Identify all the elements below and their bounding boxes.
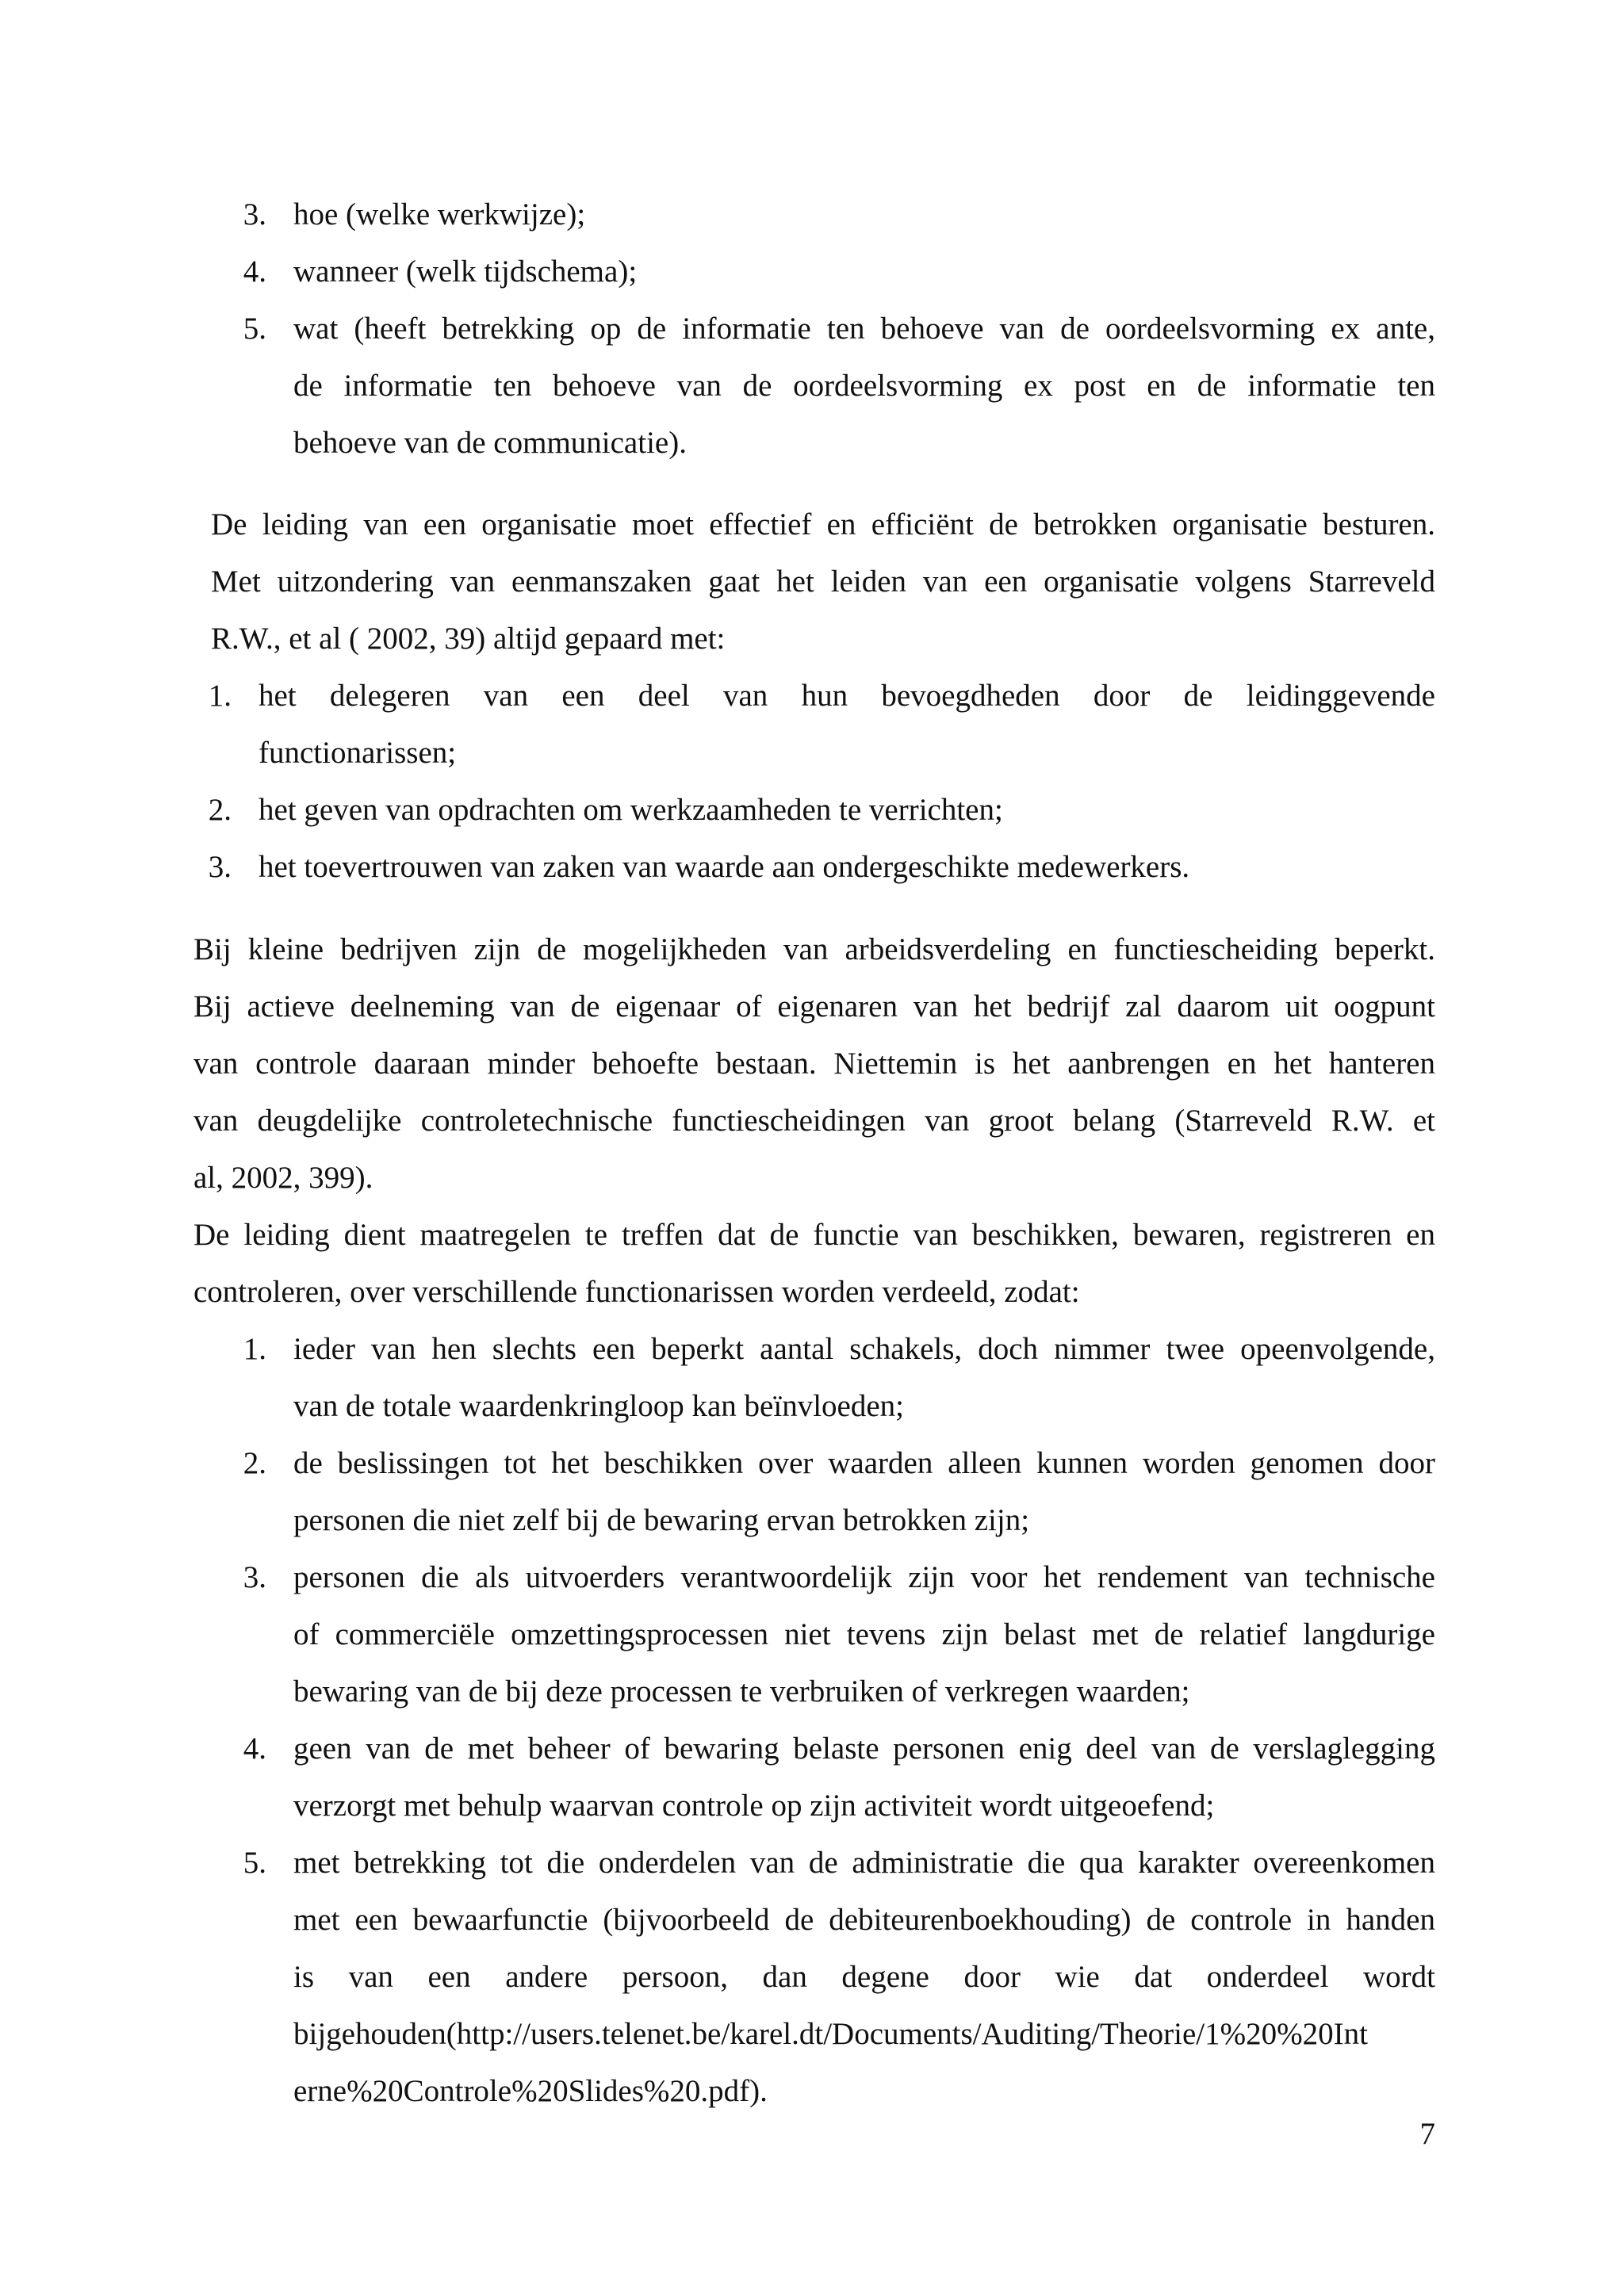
list-item-text: wanneer (welk tijdschema); [293,254,638,289]
list-item-text: behoeve van de communicatie). [293,426,687,460]
paragraph-line: al, 2002, 399). [193,1161,373,1195]
paragraph-line: controleren, over verschillende functionarissen worden verdeeld, zodat: [193,1275,1080,1309]
list-item-text: het toevertrouwen van zaken van waarde aan ondergeschikte medewerkers. [259,850,1190,884]
list-item-text: of commerciële omzettingsprocessen niet tevens zijn belast met de relatief langdurige [293,1617,1435,1651]
list-item-text: het delegeren van een deel van hun bevoegdheden door de leidinggevende [259,679,1435,713]
list-number: 5. [243,312,266,346]
list-number: 1. [243,1332,266,1366]
list-number: 2. [208,793,232,827]
list-number: 2. [243,1446,266,1480]
paragraph-line: Bij actieve deelneming van de eigenaar of eigenaren van het bedrijf zal daarom uit oogpunt [193,989,1435,1024]
list-item-text: functionarissen; [259,736,457,770]
list-item-text: is van een andere persoon, dan degene door wie dat onderdeel wordt [293,1960,1435,1994]
list-item-text: bewaring van de bij deze processen te verbruiken of verkregen waarden; [293,1674,1190,1709]
list-item-text: personen die niet zelf bij de bewaring ervan betrokken zijn; [293,1503,1030,1537]
paragraph-line: De leiding van een organisatie moet effectief en efficiënt de betrokken organisatie besturen. [211,507,1435,541]
paragraph-line: De leiding dient maatregelen te treffen dat de functie van beschikken, bewaren, registreren en [193,1218,1435,1252]
paragraph-line: Bij kleine bedrijven zijn de mogelijkheden van arbeidsverdeling en functiescheiding beperkt. [193,932,1435,966]
list-item-text: met een bewaarfunctie (bijvoorbeeld de debiteurenboekhouding) de controle in handen [293,1903,1435,1937]
list-item-text: erne%20Controle%20Slides%20.pdf). [293,2074,768,2108]
list-item-text: wat (heeft betrekking op de informatie ten behoeve van de oordeelsvorming ex ante, [293,312,1435,346]
list-number: 3. [243,1560,266,1594]
list-number: 4. [243,1732,266,1766]
paragraph-line: Met uitzondering van eenmanszaken gaat het leiden van een organisatie volgens Starreveld [211,564,1435,599]
list-item-text: de beslissingen tot het beschikken over waarden alleen kunnen worden genomen door [293,1446,1435,1480]
list-number: 1. [208,679,232,713]
list-item-text: van de totale waardenkringloop kan beïnvloeden; [293,1389,904,1423]
list-item-text: met betrekking tot die onderdelen van de administratie die qua karakter overeenkomen [293,1846,1435,1880]
list-number: 5. [243,1846,266,1880]
page-number: 7 [1419,2117,1435,2151]
list-number: 4. [243,254,266,289]
list-item-text: hoe (welke werkwijze); [293,197,586,232]
list-item-text: verzorgt met behulp waarvan controle op zijn activiteit wordt uitgeoefend; [293,1789,1215,1823]
list-item-text: geen van de met beheer of bewaring belaste personen enig deel van de verslaglegging [293,1732,1435,1766]
list-item-text: personen die als uitvoerders verantwoordelijk zijn voor het rendement van technische [293,1560,1435,1594]
list-number: 3. [208,850,232,884]
list-item-text: de informatie ten behoeve van de oordeelsvorming ex post en de informatie ten [293,369,1435,403]
paragraph-line: R.W., et al ( 2002, 39) altijd gepaard met: [211,622,726,656]
paragraph-line: van deugdelijke controletechnische functiescheidingen van groot belang (Starreveld R.W. et [193,1104,1435,1138]
list-number: 3. [243,197,266,232]
paragraph-line: van controle daaraan minder behoefte bestaan. Niettemin is het aanbrengen en het hanteren [193,1047,1435,1081]
list-item-text: ieder van hen slechts een beperkt aantal schakels, doch nimmer twee opeenvolgende, [293,1332,1435,1366]
list-item-text: bijgehouden(http://users.telenet.be/karel.dt/Documents/Auditing/Theorie/1%20%20Int [293,2017,1368,2051]
list-item-text: het geven van opdrachten om werkzaamheden te verrichten; [259,793,1003,827]
